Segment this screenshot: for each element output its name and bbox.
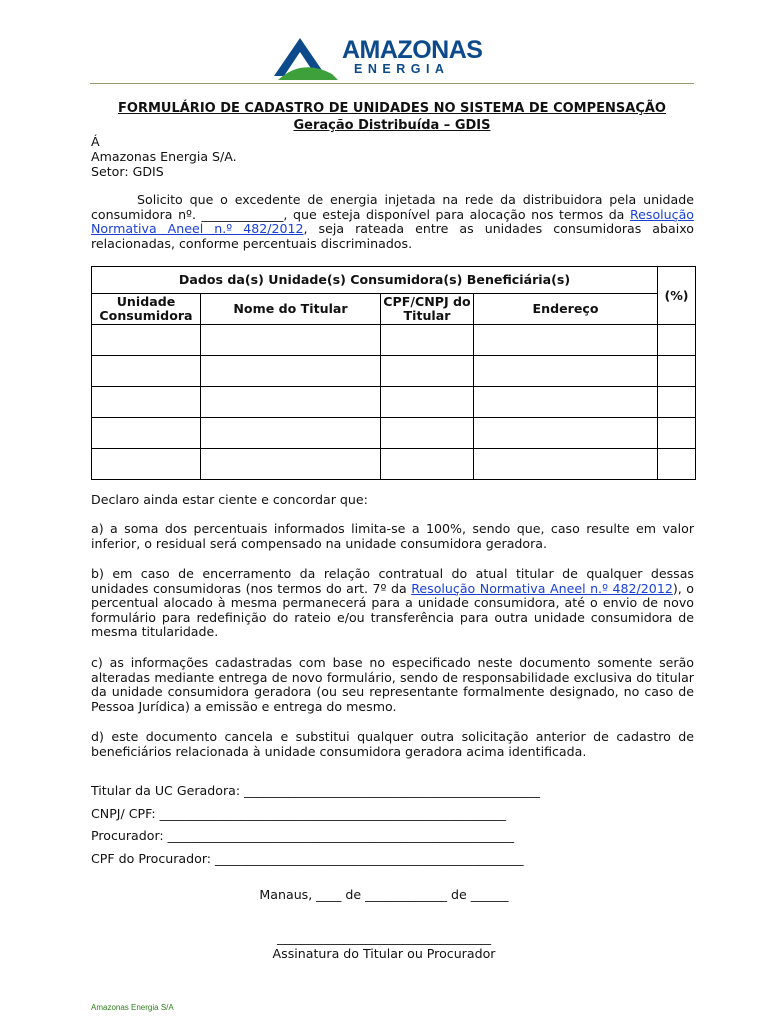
table-cell[interactable] — [474, 387, 658, 418]
field-procurador[interactable]: Procurador: _______________________________________________________ — [91, 828, 515, 843]
column-header-endereco: Endereço — [474, 294, 658, 325]
table-cell[interactable] — [658, 449, 696, 480]
declaration-intro: Declaro ainda estar ciente e concordar que: — [91, 492, 368, 507]
beneficiaries-table — [91, 266, 696, 480]
signature-line[interactable]: __________________________________ — [276, 930, 492, 945]
table-cell[interactable] — [92, 449, 201, 480]
percent-header: (%) — [658, 267, 696, 325]
item-b — [91, 567, 694, 640]
logo-mountain-icon — [272, 30, 342, 82]
intro-text-end: , seja rateada entre as unidades consumidoras abaixo relacionadas, conforme percentuais discriminados. — [91, 221, 694, 251]
table-cell[interactable] — [92, 356, 201, 387]
table-cell[interactable] — [381, 387, 474, 418]
field-cnpj-cpf[interactable]: CNPJ/ CPF: _______________________________________________________ — [91, 806, 506, 821]
table-cell[interactable] — [201, 418, 381, 449]
field-titular[interactable]: Titular da UC Geradora: _______________________________________________ — [91, 783, 541, 798]
table-cell[interactable] — [201, 356, 381, 387]
form-title: FORMULÁRIO DE CADASTRO DE UNIDADES NO SISTEMA DE COMPENSAÇÃO — [118, 101, 666, 116]
item-a: a) a soma dos percentuais informados limita-se a 100%, sendo que, caso resulte em valor inferior, o residual será compensado na unidade consumidora geradora. — [91, 521, 694, 551]
signature-label: Assinatura do Titular ou Procurador — [272, 946, 496, 961]
item-b-text-end: ), o percentual alocado à mesma permanecerá para a unidade consumidora, até o envio de novo formulário para redefinição do rateio e/ou transferência para outra unidade consumidora de mesma titularidade. — [91, 580, 694, 640]
table-cell[interactable] — [201, 325, 381, 356]
table-row — [92, 387, 696, 418]
table-cell[interactable] — [201, 387, 381, 418]
address-company: Amazonas Energia S/A. — [91, 149, 237, 164]
footer-company: Amazonas Energia S/A — [91, 1003, 174, 1012]
table-cell[interactable] — [474, 356, 658, 387]
intro-text-start: Solicito que o excedente de energia injetada na rede da distribuidora pela unidade consumidora nº. _____________, que esteja disponível para alocação nos termos da — [91, 192, 694, 222]
table-cell[interactable] — [658, 418, 696, 449]
field-cpf-procurador[interactable]: CPF do Procurador: _________________________________________________ — [91, 851, 524, 866]
item-b-text-start: b) em caso de encerramento da relação contratual do atual titular de qualquer dessas unidades consumidoras (nos termos do art. 7º da — [91, 566, 694, 596]
table-cell[interactable] — [381, 418, 474, 449]
table-cell[interactable] — [92, 325, 201, 356]
table-cell[interactable] — [381, 325, 474, 356]
header-divider — [90, 83, 694, 84]
resolution-link[interactable]: Resolução Normativa Aneel n.º 482/2012 — [91, 206, 694, 237]
table-cell[interactable] — [658, 387, 696, 418]
table-row — [92, 418, 696, 449]
table-cell[interactable] — [381, 449, 474, 480]
logo-word-energia: ENERGIA — [354, 62, 450, 76]
table-cell[interactable] — [381, 356, 474, 387]
company-logo — [272, 30, 512, 82]
table-cell[interactable] — [658, 356, 696, 387]
table-cell[interactable] — [201, 449, 381, 480]
resolution-link-b[interactable]: Resolução Normativa Aneel n.º 482/2012 — [411, 580, 673, 596]
table-row — [92, 325, 696, 356]
address-to: Á — [91, 134, 100, 149]
table-cell[interactable] — [474, 449, 658, 480]
table-header: Dados da(s) Unidade(s) Consumidora(s) Beneficiária(s) — [92, 267, 658, 294]
table-row — [92, 449, 696, 480]
item-c: c) as informações cadastradas com base no especificado neste documento somente serão alteradas mediante entrega de novo formulário, sendo de responsabilidade exclusiva do titular da unidade consumidora geradora (ou seu representante formalmente designado, no caso de Pessoa Jurídica) a emissão e entrega do mesmo. — [91, 655, 694, 714]
logo-word-amazonas: AMAZONAS — [342, 36, 483, 64]
date-line[interactable]: Manaus, ____ de _____________ de ______ — [259, 887, 509, 902]
column-header-nome: Nome do Titular — [201, 294, 381, 325]
column-header-cpf: CPF/CNPJ do Titular — [381, 294, 474, 325]
table-cell[interactable] — [92, 418, 201, 449]
table-row — [92, 356, 696, 387]
table-cell[interactable] — [92, 387, 201, 418]
item-d: d) este documento cancela e substitui qualquer outra solicitação anterior de cadastro de beneficiários relacionada à unidade consumidora geradora acima identificada. — [91, 729, 694, 759]
table-cell[interactable] — [658, 325, 696, 356]
table-cell[interactable] — [474, 418, 658, 449]
address-sector: Setor: GDIS — [91, 164, 164, 179]
form-subtitle: Geração Distribuída – GDIS — [293, 118, 491, 133]
table-cell[interactable] — [474, 325, 658, 356]
column-header-unidade: Unidade Consumidora — [92, 294, 201, 325]
intro-paragraph — [91, 193, 694, 251]
